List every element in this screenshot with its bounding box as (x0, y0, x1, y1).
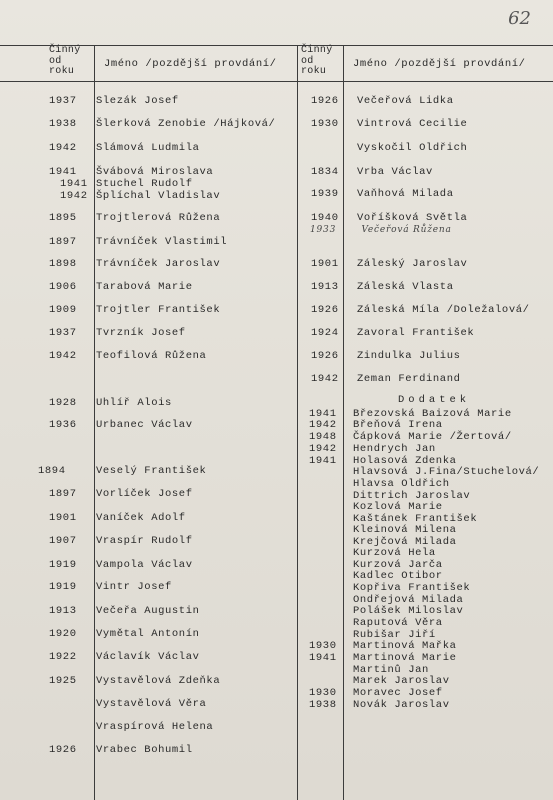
entry-year: 1941 (309, 455, 337, 467)
entry-name: Šplíchal Vladislav (96, 190, 221, 202)
entry-year: 1898 (49, 258, 77, 270)
entry-year: 1906 (49, 281, 77, 293)
entry-name: Ondřejová Milada (353, 594, 464, 606)
entry-name: Březovská Baizová Marie (353, 408, 512, 420)
entry-name: Holasová Zdenka (353, 455, 457, 467)
header-from-label: od (49, 55, 62, 67)
entry-name: Marek Jaroslav (353, 675, 450, 687)
handwritten-entry (310, 224, 452, 236)
entry-year: 1909 (49, 304, 77, 316)
header-year-label: roku (49, 66, 75, 77)
entry-name: Hlavsová J.Fina/Stuchelová/ (353, 466, 540, 478)
entry-year: 1942 (49, 350, 77, 362)
entry-name: Hlavsa Oldřich (353, 478, 450, 490)
entry-name: Vraspír Rudolf (96, 535, 193, 547)
entry-year: 1895 (49, 212, 77, 224)
header-name-heading-right: Jméno /pozdější provdání/ (353, 58, 526, 70)
entry-year: 1937 (49, 95, 77, 107)
entry-year: 1941 (60, 178, 88, 190)
entry-year: 1897 (49, 488, 77, 500)
entry-year: 1939 (311, 188, 339, 200)
header-from-label: od (301, 55, 314, 67)
header-year-label-left (49, 46, 81, 78)
entry-name: Vintrová Cecilie (357, 118, 468, 130)
handwritten-name: Večeřová Růžena (361, 225, 452, 235)
entry-name: Tarabová Marie (96, 281, 193, 293)
entry-name: Večeřová Lidka (357, 95, 454, 107)
entry-name: Záleská Vlasta (357, 281, 454, 293)
entry-name: Krejčová Milada (353, 536, 457, 548)
entry-name: Polášek Miloslav (353, 605, 464, 617)
entry-year: 1926 (311, 350, 339, 362)
entry-name: Novák Jaroslav (353, 699, 450, 711)
entry-year: 1920 (49, 628, 77, 640)
entry-name: Moravec Josef (353, 687, 443, 699)
entry-name: Václavík Václav (96, 651, 200, 663)
entry-name: Slezák Josef (96, 95, 179, 107)
entry-name: Vintr Josef (96, 581, 172, 593)
entry-year: 1925 (49, 675, 77, 687)
header-active-label: Činný (301, 45, 333, 56)
entry-year: 1942 (311, 373, 339, 385)
column-rule-3 (343, 45, 344, 800)
entry-year: 1901 (49, 512, 77, 524)
entry-name: Raputová Věra (353, 617, 443, 629)
entry-year: 1919 (49, 581, 77, 593)
entry-year: 1930 (309, 687, 337, 699)
entry-name: Kopřiva František (353, 582, 471, 594)
entry-name: Vystavělová Věra (96, 698, 207, 710)
entry-year: 1942 (309, 419, 337, 431)
entry-name: Martinová Marie (353, 652, 457, 664)
entry-year: 1930 (309, 640, 337, 652)
entry-name: Veselý František (96, 465, 207, 477)
entry-name: Trávníček Vlastimil (96, 236, 228, 248)
entry-name: Vrba Václav (357, 166, 433, 178)
entry-year: 1926 (311, 304, 339, 316)
entry-name: Trojtlerová Růžena (96, 212, 221, 224)
entry-name: Vaňhová Milada (357, 188, 454, 200)
addendum-title: Dodatek (398, 394, 471, 406)
entry-name: Rubišar Jiří (353, 629, 436, 641)
entry-year: 1834 (311, 166, 339, 178)
entry-name: Záleská Míla /Doležalová/ (357, 304, 530, 316)
entry-year: 1942 (60, 190, 88, 202)
entry-name: Vrabec Bohumil (96, 744, 193, 756)
entry-year: 1930 (311, 118, 339, 130)
entry-name: Martinů Jan (353, 664, 429, 676)
entry-name: Tvrzník Josef (96, 327, 186, 339)
entry-name: Zavoral František (357, 327, 475, 339)
entry-name: Stuchel Rudolf (96, 178, 193, 190)
entry-year: 1936 (49, 419, 77, 431)
entry-year: 1942 (309, 443, 337, 455)
header-year-label: roku (301, 66, 327, 77)
header-year-label-right (301, 46, 333, 78)
entry-year: 1948 (309, 431, 337, 443)
entry-name: Vraspírová Helena (96, 721, 214, 733)
entry-year: 1941 (309, 652, 337, 664)
entry-year: 1928 (49, 397, 77, 409)
entry-name: Vampola Václav (96, 559, 193, 571)
entry-name: Vorlíček Josef (96, 488, 193, 500)
entry-name: Kurzová Hela (353, 547, 436, 559)
entry-name: Slámová Ludmila (96, 142, 200, 154)
page-number: 62 (508, 8, 531, 29)
entry-name: Vystavělová Zdeňka (96, 675, 221, 687)
entry-name: Vyskočil Oldřich (357, 142, 468, 154)
entry-year: 1937 (49, 327, 77, 339)
header-top-rule (0, 45, 553, 46)
entry-year: 1894 (38, 465, 66, 477)
entry-year: 1913 (311, 281, 339, 293)
entry-year: 1938 (309, 699, 337, 711)
entry-name: Martinová Mařka (353, 640, 457, 652)
entry-year: 1941 (309, 408, 337, 420)
header-name-heading-left: Jméno /pozdější provdání/ (104, 58, 277, 70)
entry-year: 1924 (311, 327, 339, 339)
entry-year: 1897 (49, 236, 77, 248)
entry-name: Urbanec Václav (96, 419, 193, 431)
entry-year: 1907 (49, 535, 77, 547)
entry-name: Zindulka Julius (357, 350, 461, 362)
entry-name: Kozlová Marie (353, 501, 443, 513)
entry-year: 1926 (311, 95, 339, 107)
entry-year: 1941 (49, 166, 77, 178)
entry-name: Břeňová Irena (353, 419, 443, 431)
entry-name: Voříšková Světla (357, 212, 468, 224)
entry-name: Trávníček Jaroslav (96, 258, 221, 270)
entry-name: Uhlíř Alois (96, 397, 172, 409)
entry-name: Záleský Jaroslav (357, 258, 468, 270)
entry-name: Zeman Ferdinand (357, 373, 461, 385)
entry-name: Kaštánek František (353, 513, 478, 525)
entry-name: Teofilová Růžena (96, 350, 207, 362)
entry-name: Kadlec Otibor (353, 570, 443, 582)
column-rule-1 (94, 45, 95, 800)
entry-name: Čápková Marie /Žertová/ (353, 431, 512, 443)
entry-year: 1942 (49, 142, 77, 154)
header-bottom-rule (0, 81, 553, 82)
header-active-label: Činný (49, 45, 81, 56)
entry-year: 1913 (49, 605, 77, 617)
entry-name: Dittrich Jaroslav (353, 490, 471, 502)
entry-name: Švábová Miroslava (96, 166, 214, 178)
entry-name: Kurzová Jarča (353, 559, 443, 571)
handwritten-year: 1933 (310, 225, 337, 235)
entry-year: 1901 (311, 258, 339, 270)
entry-year: 1922 (49, 651, 77, 663)
entry-name: Trojtler František (96, 304, 221, 316)
entry-name: Vaníček Adolf (96, 512, 186, 524)
entry-name: Hendrych Jan (353, 443, 436, 455)
entry-year: 1919 (49, 559, 77, 571)
entry-year: 1926 (49, 744, 77, 756)
entry-name: Kleinová Milena (353, 524, 457, 536)
entry-year: 1940 (311, 212, 339, 224)
entry-name: Večeřa Augustin (96, 605, 200, 617)
entry-name: Vymětal Antonín (96, 628, 200, 640)
entry-name: Šlerková Zenobie /Hájková/ (96, 118, 276, 130)
column-rule-2 (297, 45, 298, 800)
entry-year: 1938 (49, 118, 77, 130)
